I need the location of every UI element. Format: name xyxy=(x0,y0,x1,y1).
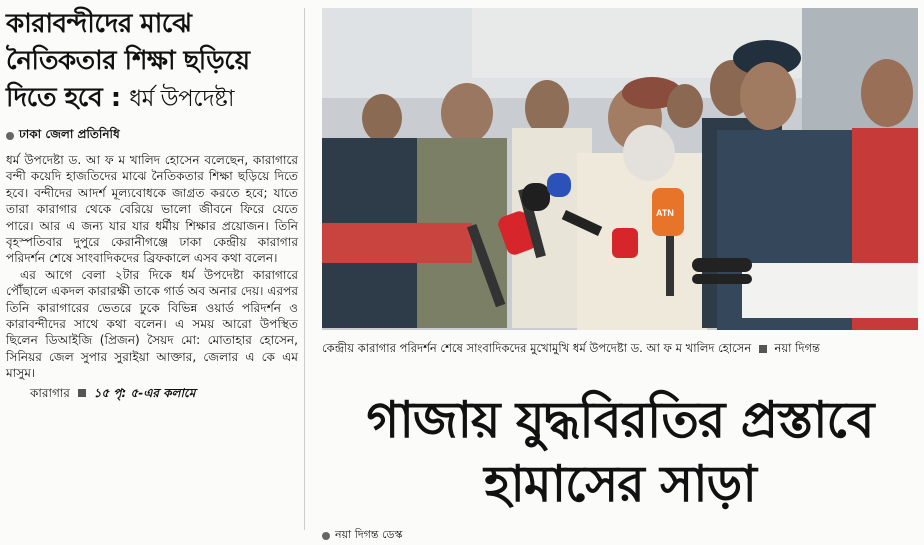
desk-text: নয়া দিগন্ত ডেস্ক xyxy=(335,528,403,541)
article-body xyxy=(6,152,298,382)
byline xyxy=(6,126,298,146)
news-photo xyxy=(322,8,918,330)
column-divider xyxy=(304,8,305,530)
headline-line-1: কারাবন্দীদের মাঝে xyxy=(6,9,192,39)
headline-line-2: নৈতিকতার শিক্ষা ছড়িয়ে xyxy=(6,46,250,76)
main-headline-line-2: হামাসের সাড়া xyxy=(484,455,756,513)
bullet-icon xyxy=(322,532,330,540)
jump-label: কারাগার xyxy=(30,385,70,400)
photo-illustration xyxy=(322,8,918,330)
left-headline xyxy=(6,6,298,118)
mic-label-atn: ATN xyxy=(656,208,674,218)
left-article xyxy=(6,6,298,532)
square-icon xyxy=(759,345,767,353)
paragraph-1: ধর্ম উপদেষ্টা ড. আ ফ ম খালিদ হোসেন বলেছেন, কারাগারে বন্দী কয়েদি হাজতিদের মাঝে নৈতিকতার শিক্ষা ছড়িয়ে দিতে হবে। বন্দীদের আদর্শ মূল্যবোধকে জাগ্রত করতে হবে; যাতে তারা কারাগার থেকে বেরিয়ে ভালো জীবনে ফিরে যেতে পারে। আর এ জন্য যার যার ধর্মীয় শিক্ষার প্রয়োজন। তিনি বৃহস্পতিবার দুপুরে কেরানীগঞ্জে ঢাকা কেন্দ্রীয় কারাগার পরিদর্শন শেষে সাংবাদিকদের ব্রিফকালে এসব কথা বলেন। xyxy=(6,153,298,266)
main-headline-line-1: গাজায় যুদ্ধবিরতির প্রস্তাবে xyxy=(366,391,874,449)
jump-page: ১৫ পৃ: ৫-এর কলামে xyxy=(93,385,196,400)
square-icon xyxy=(78,389,86,397)
desk-byline xyxy=(322,526,402,545)
bullet-icon xyxy=(6,132,14,140)
headline-line-3: দিতে হবে : xyxy=(6,83,121,113)
paragraph-2: এর আগে বেলা ২টার দিকে ধর্ম উপদেষ্টা কারাগারে পৌঁছালে একদল কারারক্ষী তাকে গার্ড অব অনার দেয়। এরপর তিনি কারাগারের ভেতরে ঢুকে বিভিন্ন ওয়ার্ড পরিদর্শন ও কারাবন্দীদের সাথে কথা বলেন। এ সময় আরো উপস্থিত ছিলেন ডিআইজি (প্রিজন) সৈয়দ মো: মোতাহার হোসেন, সিনিয়র জেল সুপার সুরাইয়া আক্তার, জেলার এ কে এম মাসুম। xyxy=(6,267,298,381)
main-headline xyxy=(322,388,918,516)
caption-credit: নয়া দিগন্ত xyxy=(774,341,820,355)
headline-speaker: ধর্ম উপদেষ্টা xyxy=(129,86,234,112)
jump-reference xyxy=(6,385,298,405)
byline-text: ঢাকা জেলা প্রতিনিধি xyxy=(19,127,120,141)
photo-caption xyxy=(322,340,918,356)
caption-text: কেন্দ্রীয় কারাগার পরিদর্শন শেষে সাংবাদিকদের মুখোমুখি ধর্ম উপদেষ্টা ড. আ ফ ম খালিদ হোসেন xyxy=(322,341,752,355)
